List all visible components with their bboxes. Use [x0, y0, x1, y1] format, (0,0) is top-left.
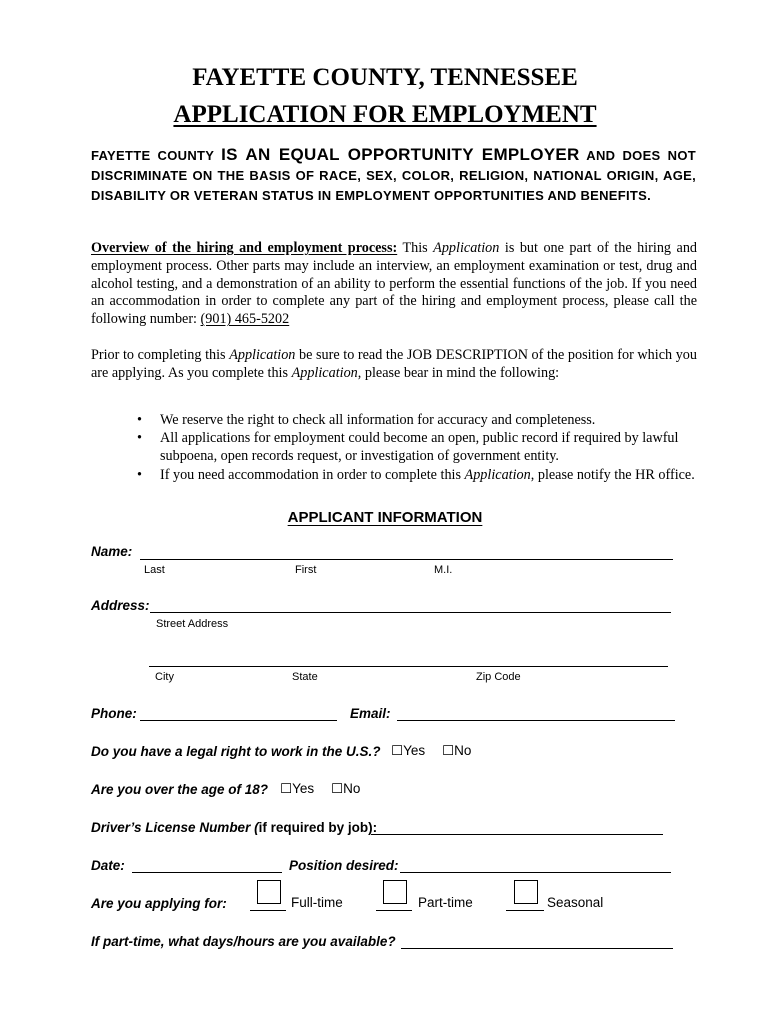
part-time-availability-question: If part-time, what days/hours are you available? [91, 934, 396, 949]
email-label: Email: [350, 706, 391, 721]
age-yes-checkbox[interactable]: ☐Yes [280, 781, 315, 796]
overview-app-word: Application [433, 240, 500, 256]
street-address-caption: Street Address [156, 618, 229, 630]
eeo-part1: FAYETTE COUNTY [91, 148, 215, 163]
prior-text-a: Prior to completing this [91, 347, 230, 363]
prior-text-c: , please bear in mind the following: [357, 364, 560, 381]
seasonal-label: Seasonal [547, 895, 604, 910]
list-item [91, 466, 697, 484]
work-right-no-checkbox[interactable]: ☐No [442, 743, 472, 758]
part-time-availability-field[interactable] [401, 948, 673, 949]
name-last-caption: Last [144, 564, 165, 576]
eeo-statement [91, 145, 696, 206]
full-time-underline [250, 910, 286, 911]
position-label: Position desired: [289, 858, 399, 873]
list-item [91, 411, 697, 429]
address-label: Address: [91, 598, 150, 613]
list-item [91, 429, 697, 465]
eeo-part3: AND DOES NOT DISCRIMINATE ON THE BASIS OF RACE, SEX, COLOR, RELIGION, NATIONAL ORIGIN, AGE, DISABILITY OR VETERAN STATUS IN EMPLOYMENT OPPORTUNITIES AND BENEFITS. [91, 148, 696, 203]
email-field[interactable] [397, 720, 675, 721]
license-number-field[interactable] [371, 834, 663, 835]
bullet-text-2: All applications for employment could become an open, public record if required by lawful subpoena, open records request, or investigation of government entity. [160, 430, 679, 465]
county-title: FAYETTE COUNTY, TENNESSEE [192, 64, 578, 91]
city-state-zip-field[interactable] [149, 666, 668, 667]
phone-field[interactable] [140, 720, 337, 721]
part-time-label: Part-time [418, 895, 473, 910]
name-mi-caption: M.I. [434, 564, 453, 576]
full-time-label: Full-time [291, 895, 343, 910]
overview-heading: Overview of the hiring and employment process: [91, 240, 398, 256]
age-question: Are you over the age of 18? [91, 782, 269, 797]
applying-for-label: Are you applying for: [91, 896, 227, 911]
work-right-question: Do you have a legal right to work in the U.S.? [91, 744, 381, 759]
bullet-text-3b: , please notify the HR office. [530, 466, 695, 483]
phone-label: Phone: [91, 706, 137, 721]
part-time-underline [376, 910, 412, 911]
position-desired-field[interactable] [400, 872, 671, 873]
prior-app-word-2: Application [291, 364, 358, 381]
date-label: Date: [91, 858, 125, 873]
form-title-text: APPLICATION FOR EMPLOYMENT [173, 101, 597, 128]
bullet-text-1: We reserve the right to check all information for accuracy and completeness. [160, 412, 596, 428]
zip-caption: Zip Code [476, 671, 521, 683]
date-field[interactable] [132, 872, 282, 873]
section-title-text: APPLICANT INFORMATION [287, 509, 483, 526]
form-title [0, 101, 770, 129]
city-caption: City [155, 671, 174, 683]
seasonal-checkbox[interactable] [514, 880, 538, 904]
notice-list [91, 411, 697, 484]
work-right-yes-checkbox[interactable]: ☐Yes [391, 743, 426, 758]
license-label-a: Driver’s License Number ( [91, 820, 259, 835]
overview-paragraph [91, 240, 697, 329]
part-time-checkbox[interactable] [383, 880, 407, 904]
bullet-app-word: Application [464, 466, 531, 483]
hr-phone-number: (901) 465-5202 [200, 311, 290, 328]
overview-text-a: This [397, 240, 434, 256]
state-caption: State [292, 671, 318, 683]
prior-text-b: be sure to read the JOB DESCRIPTION of the position for which you are applying. As you complete this [91, 347, 697, 381]
applicant-information-heading [0, 509, 770, 526]
seasonal-underline [506, 910, 544, 911]
name-field[interactable] [140, 559, 673, 560]
full-time-checkbox[interactable] [257, 880, 281, 904]
bullet-text-3a: If you need accommodation in order to complete this [160, 466, 465, 483]
name-first-caption: First [295, 564, 317, 576]
license-label-b: if required by job): [258, 820, 378, 835]
prior-paragraph [91, 347, 697, 383]
bullet-icon: • [137, 466, 142, 483]
bullet-icon: • [137, 412, 142, 428]
license-label [91, 820, 377, 835]
prior-app-word: Application [229, 347, 296, 363]
overview-text-b: is but one part of the hiring and employment process. Other parts may include an interview, an employment examination or test, drug and alcohol testing, and a demonstration of an ability to perform the essential functions of the job. If you need an accommodation in order to complete any part of the hiring and employment process, please call the following number: [91, 240, 698, 328]
street-address-field[interactable] [150, 612, 671, 613]
bullet-icon: • [137, 430, 142, 447]
age-no-checkbox[interactable]: ☐No [331, 781, 361, 796]
eeo-part2: IS AN EQUAL OPPORTUNITY EMPLOYER [221, 145, 580, 164]
name-label: Name: [91, 544, 133, 559]
